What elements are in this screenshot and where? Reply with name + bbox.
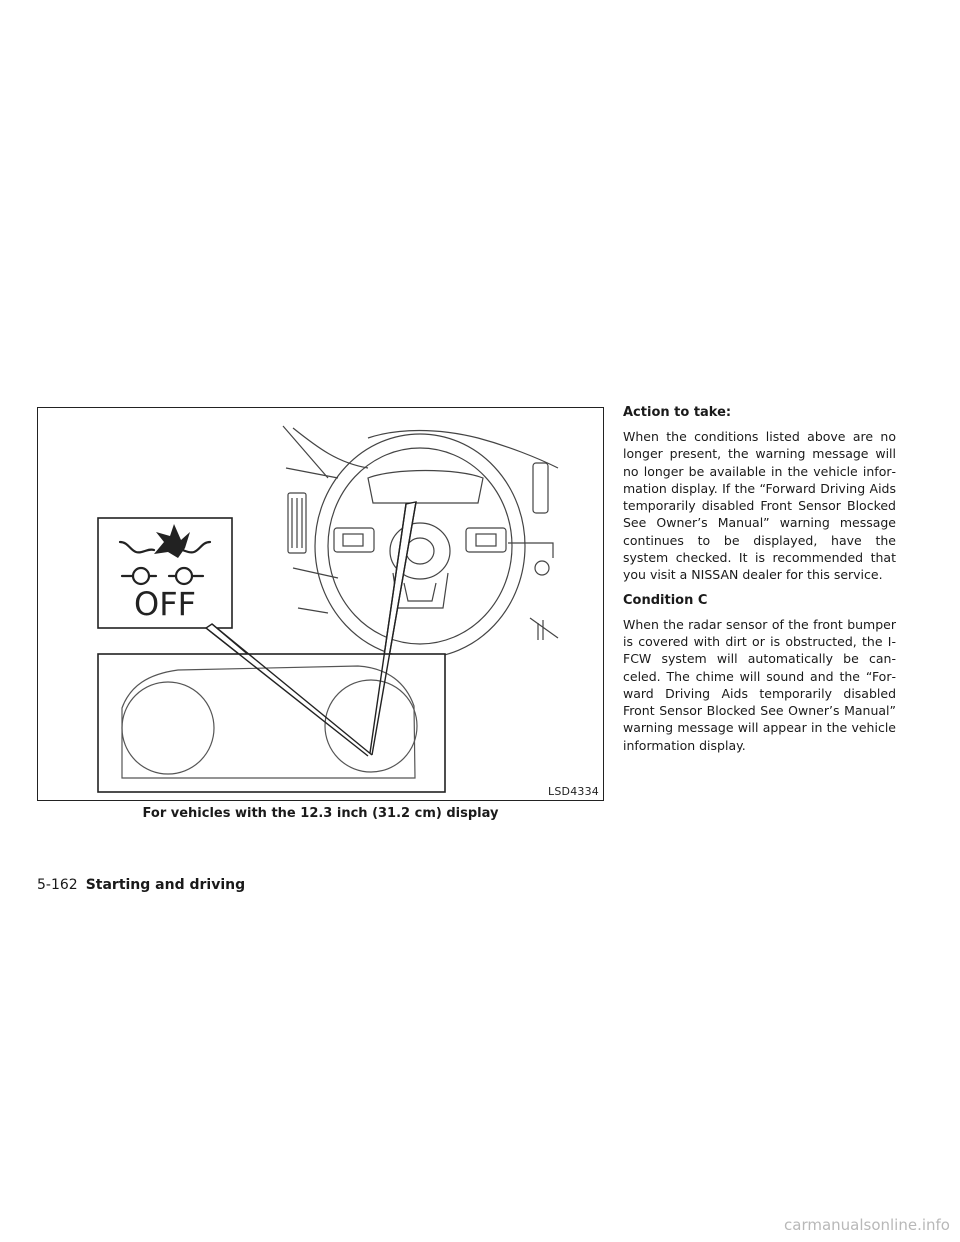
text-column	[623, 404, 896, 762]
watermark: carmanualsonline.info	[784, 1216, 950, 1234]
paragraph-condition-c: When the radar sensor of the front bumper is covered with dirt or is obstructed, the I-FCW system will automatically be canceled. The chime will sound and the “Forward Driving Aids temporarily disabled Front Sensor Blocked See Owner’s Manual” warning message will appear in the vehicle information display.	[623, 616, 896, 753]
dashboard-illustration	[38, 408, 605, 802]
figure-caption: For vehicles with the 12.3 inch (31.2 cm) display	[142, 806, 499, 821]
page-footer	[37, 877, 245, 893]
figure-code: LSD4334	[548, 785, 599, 798]
section-title: Starting and driving	[85, 877, 246, 893]
page-number: 5-162	[37, 877, 78, 893]
paragraph-action-to-take: When the conditions listed above are no longer present, the warning message will no longer be available in the vehicle information display. If the “Forward Driving Aids temporarily disabled Front Sensor Blocked See Owner’s Manual” warning message continues to be displayed, have the system checked. It is recommended that you visit a NISSAN dealer for this service.	[623, 429, 896, 583]
heading-condition-c: Condition C	[623, 592, 708, 608]
icon-off-label: OFF	[134, 585, 196, 623]
dashboard-figure	[37, 407, 604, 801]
heading-action-to-take: Action to take:	[623, 405, 732, 420]
